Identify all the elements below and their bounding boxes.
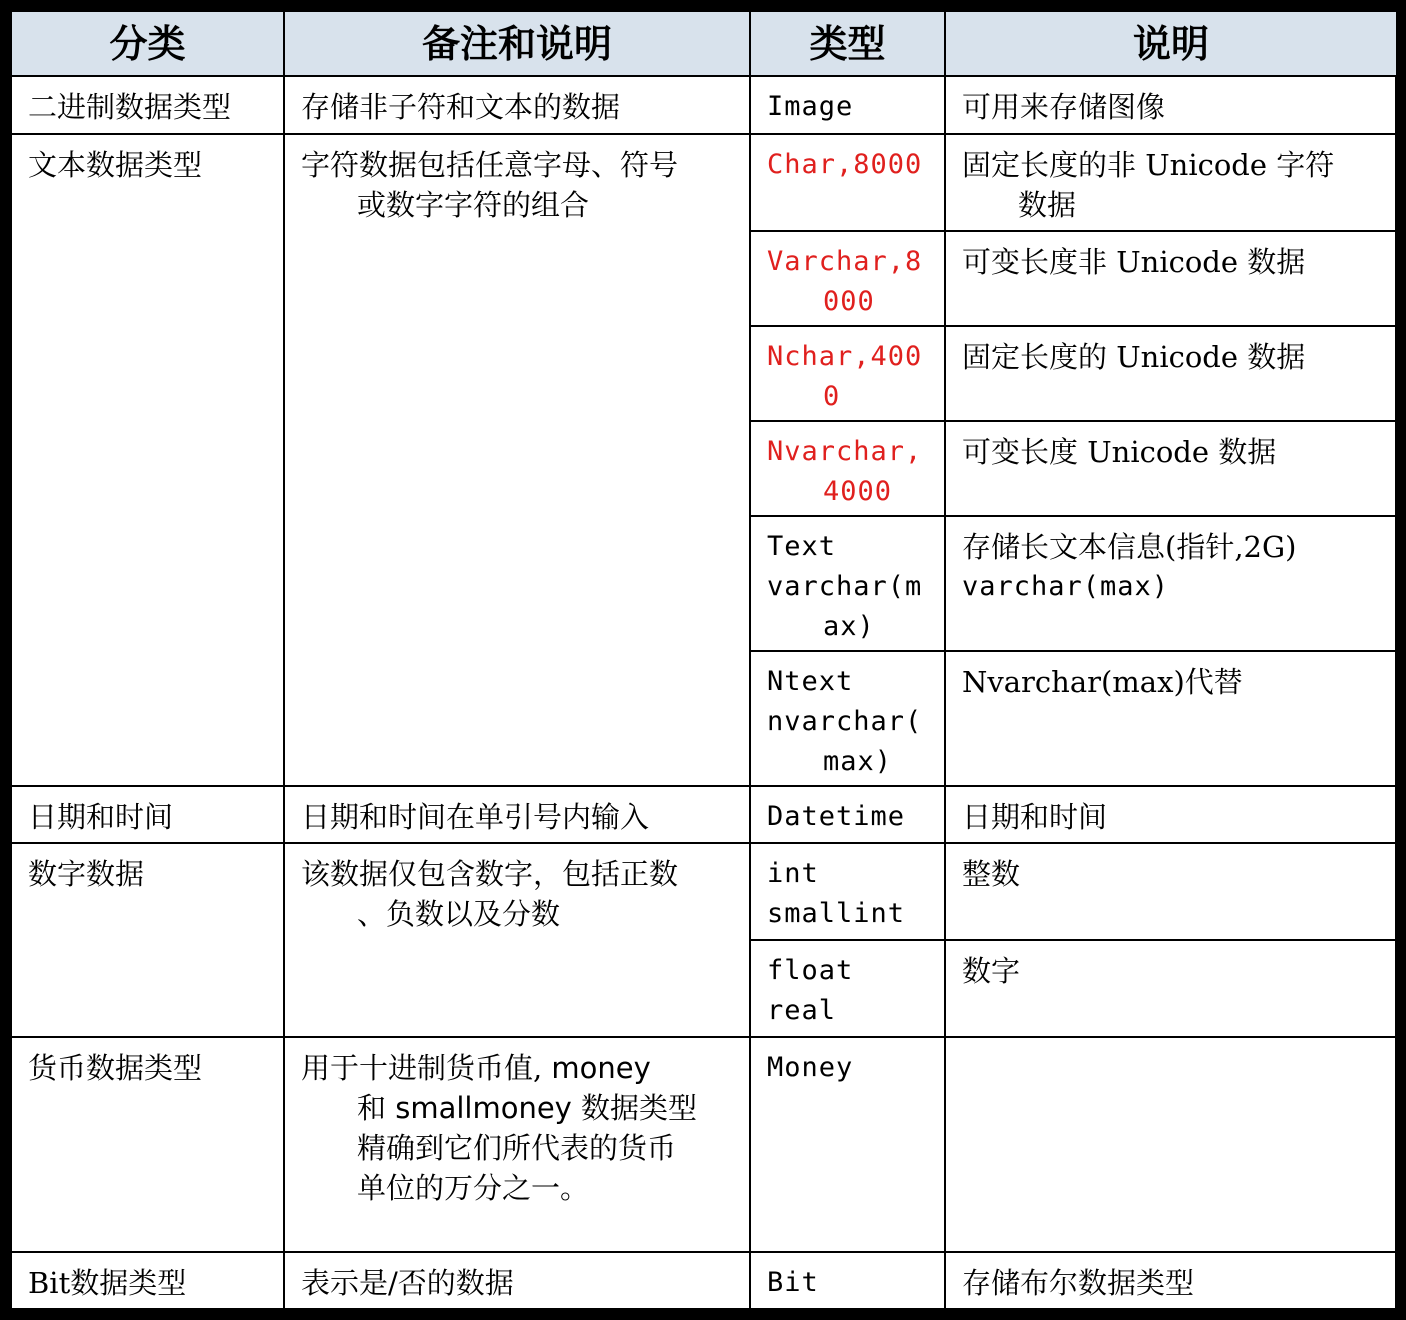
remarks-line: 和 smallmoney 数据类型	[357, 1091, 698, 1125]
type-line: varchar(m	[767, 571, 923, 602]
type-cell	[750, 231, 945, 326]
description-cell: Nvarchar(max)代替	[945, 651, 1397, 786]
table-row	[11, 843, 1397, 940]
table-row	[11, 1252, 1397, 1309]
table-row	[11, 1037, 1397, 1252]
type-cell: Money	[750, 1037, 945, 1252]
type-line: max)	[823, 746, 893, 777]
table-row	[11, 76, 1397, 134]
description-cell: 可变长度非 Unicode 数据	[945, 231, 1397, 326]
remarks-fragment: money	[542, 1051, 651, 1085]
description-cell: 数字	[945, 940, 1397, 1037]
remarks-cell	[284, 134, 750, 786]
remarks-line: 、负数以及分数	[357, 897, 561, 931]
type-line: Nvarchar,	[767, 436, 923, 467]
type-cell	[750, 651, 945, 786]
type-cell	[750, 134, 945, 231]
type-line: Char,8000	[767, 149, 923, 180]
type-line: smallint	[767, 898, 906, 929]
remarks-cell	[284, 1037, 750, 1252]
remarks-cell: 表示是/否的数据	[284, 1252, 750, 1309]
type-cell	[750, 326, 945, 421]
remarks-cell: 存储非子符和文本的数据	[284, 76, 750, 134]
type-line: 4000	[823, 476, 893, 507]
description-cell: 可变长度 Unicode 数据	[945, 421, 1397, 516]
description-cell	[945, 516, 1397, 651]
description-cell: 固定长度的 Unicode 数据	[945, 326, 1397, 421]
category-cell: 文本数据类型	[11, 134, 284, 786]
desc-line: 存储长文本信息(指针,2G)	[962, 530, 1297, 564]
type-line: Varchar,8	[767, 246, 923, 277]
type-cell: Image	[750, 76, 945, 134]
header-remarks: 备注和说明	[284, 11, 750, 76]
table-row	[11, 786, 1397, 843]
desc-line: 数据	[1018, 188, 1077, 222]
header-description: 说明	[945, 11, 1397, 76]
remarks-line: 字符数据包括任意字母、符号	[301, 148, 679, 182]
type-cell	[750, 940, 945, 1037]
category-cell: Bit数据类型	[11, 1252, 284, 1309]
table-row	[11, 134, 1397, 231]
description-cell: 可用来存储图像	[945, 76, 1397, 134]
type-cell: Bit	[750, 1252, 945, 1309]
desc-line: varchar(max)	[962, 571, 1170, 602]
type-cell	[750, 843, 945, 940]
desc-line: 固定长度的非 Unicode 字符	[962, 148, 1335, 182]
data-types-table	[10, 10, 1398, 1310]
header-type: 类型	[750, 11, 945, 76]
type-cell	[750, 516, 945, 651]
description-cell: 日期和时间	[945, 786, 1397, 843]
type-line: nvarchar(	[767, 706, 923, 737]
type-line: ax)	[823, 611, 875, 642]
remarks-cell	[284, 843, 750, 1037]
description-cell: 整数	[945, 843, 1397, 940]
header-row	[11, 11, 1397, 76]
header-category: 分类	[11, 11, 284, 76]
description-cell: 存储布尔数据类型	[945, 1252, 1397, 1309]
remarks-line: 或数字字符的组合	[357, 188, 590, 222]
remarks-fragment: 用于十进制货币值,	[301, 1051, 543, 1085]
type-line: 0	[823, 381, 841, 412]
description-cell	[945, 134, 1397, 231]
type-cell: Datetime	[750, 786, 945, 843]
type-line: float	[767, 955, 854, 986]
type-line: Text	[767, 531, 837, 562]
description-cell	[945, 1037, 1397, 1252]
type-line: Nchar,400	[767, 341, 923, 372]
type-line: real	[767, 995, 837, 1026]
category-cell: 日期和时间	[11, 786, 284, 843]
category-cell: 货币数据类型	[11, 1037, 284, 1252]
type-line: 000	[823, 286, 875, 317]
type-line: int	[767, 858, 819, 889]
type-line: Ntext	[767, 666, 854, 697]
category-cell: 二进制数据类型	[11, 76, 284, 134]
remarks-line	[301, 1048, 735, 1088]
remarks-cell: 日期和时间在单引号内输入	[284, 786, 750, 843]
remarks-line: 该数据仅包含数字，包括正数	[301, 857, 679, 891]
category-cell: 数字数据	[11, 843, 284, 1037]
remarks-line: 单位的万分之一。	[357, 1171, 590, 1205]
remarks-line: 精确到它们所代表的货币	[357, 1131, 677, 1165]
type-cell	[750, 421, 945, 516]
